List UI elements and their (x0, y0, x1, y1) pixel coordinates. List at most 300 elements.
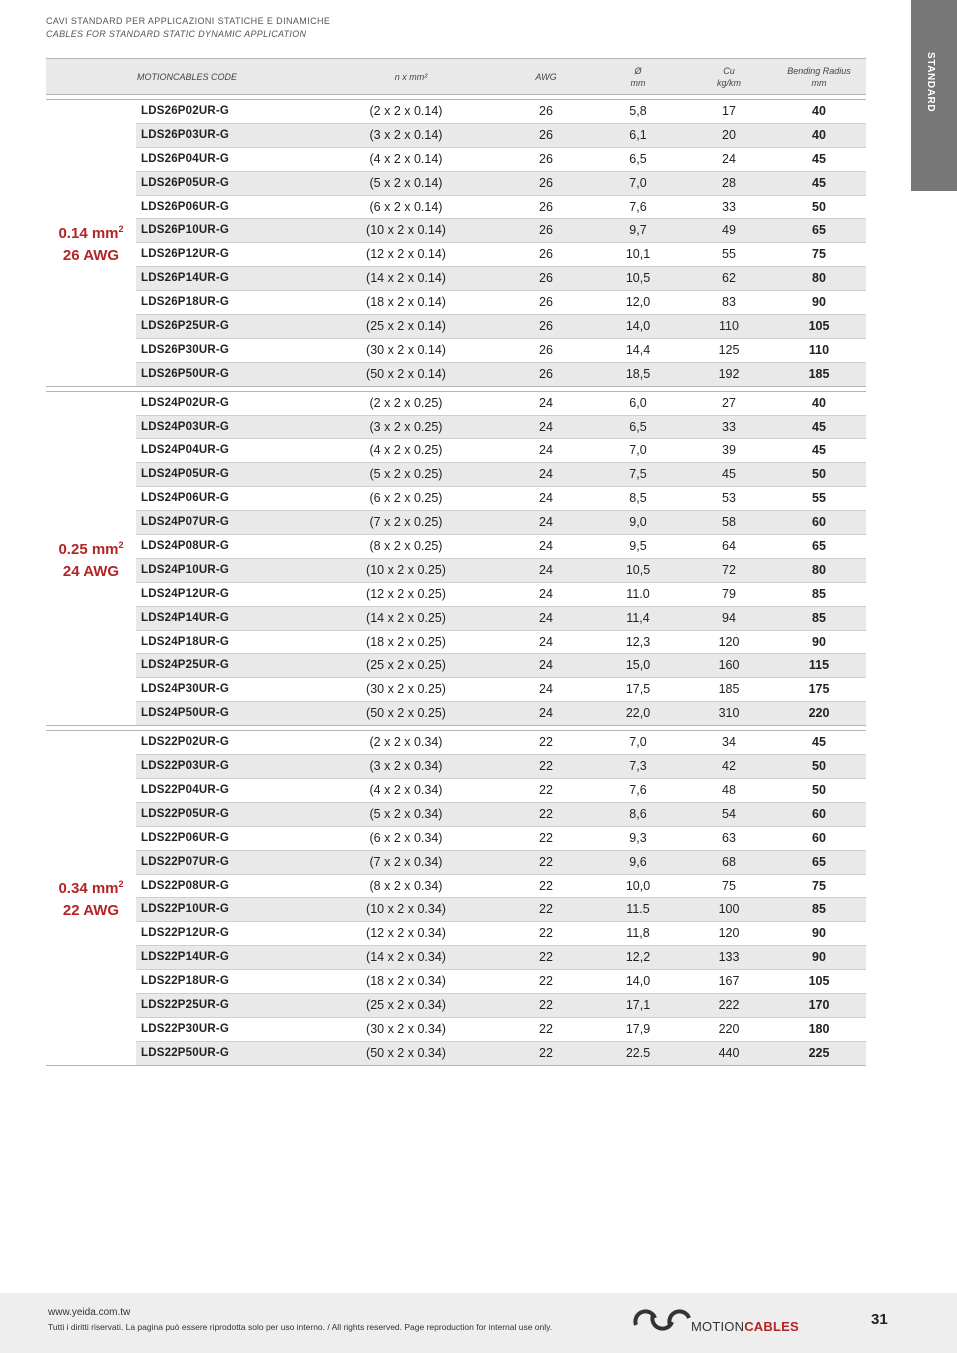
cell-diameter: 7,6 (629, 782, 647, 797)
cell-cu-weight: 167 (718, 974, 740, 989)
table-row (136, 731, 866, 755)
cell-code: LDS22P04UR-G (141, 783, 230, 796)
cell-cu-weight: 42 (722, 759, 736, 774)
cell-bending-radius: 60 (812, 806, 826, 821)
cell-diameter: 6,5 (629, 419, 647, 434)
cell-diameter: 7,0 (629, 175, 647, 190)
cell-cu-weight: 33 (722, 419, 736, 434)
table-row (136, 607, 866, 631)
cell-cu-weight: 110 (719, 319, 739, 334)
cell-cu-weight: 34 (722, 735, 736, 750)
cell-diameter: 14,4 (625, 342, 651, 357)
cell-cu-weight: 62 (722, 271, 736, 286)
cell-diameter: 17,5 (625, 682, 651, 697)
cell-cu-weight: 55 (722, 247, 736, 262)
cell-cu-weight: 120 (718, 926, 740, 941)
cell-awg: 24 (539, 443, 553, 458)
cell-bending-radius: 85 (812, 902, 826, 917)
cell-awg: 24 (539, 706, 553, 721)
cell-composition: (12 x 2 x 0.14) (366, 247, 446, 262)
cell-bending-radius: 65 (812, 539, 826, 554)
cell-bending-radius: 65 (812, 854, 826, 869)
table-row (136, 219, 866, 243)
cell-composition: (30 x 2 x 0.34) (366, 1021, 446, 1036)
cell-awg: 26 (539, 319, 553, 334)
cell-bending-radius: 80 (812, 271, 826, 286)
table-row (136, 196, 866, 220)
cell-awg: 22 (539, 950, 553, 965)
cell-cu-weight: 192 (718, 366, 740, 381)
cell-diameter: 8,6 (629, 806, 647, 821)
cell-diameter: 10,1 (625, 247, 651, 262)
cell-composition: (8 x 2 x 0.34) (369, 878, 443, 893)
cell-diameter: 9,7 (629, 223, 647, 238)
cell-awg: 24 (539, 634, 553, 649)
cell-awg: 22 (539, 759, 553, 774)
cell-cu-weight: 48 (722, 782, 736, 797)
cell-awg: 22 (539, 830, 553, 845)
cell-awg: 22 (539, 1045, 553, 1060)
cell-code: LDS22P02UR-G (141, 736, 230, 749)
cell-cu-weight: 64 (722, 539, 736, 554)
cell-awg: 24 (539, 658, 553, 673)
cell-awg: 24 (539, 491, 553, 506)
table-row (136, 291, 866, 315)
cell-composition: (5 x 2 x 0.34) (369, 806, 443, 821)
table-row (136, 148, 866, 172)
cell-bending-radius: 75 (812, 878, 826, 893)
footer-rights: Tutti i diritti riservati. La pagina può essere riprodotta solo per uso interno. / All rights reserved. Page reproduction for internal use only. (48, 1322, 553, 1332)
cell-composition: (50 x 2 x 0.25) (366, 706, 446, 721)
cell-code: LDS26P10UR-G (141, 224, 230, 237)
cell-code: LDS26P05UR-G (141, 176, 230, 189)
header-title-it: CAVI STANDARD PER APPLICAZIONI STATICHE E DINAMICHE (46, 16, 331, 26)
cell-bending-radius: 40 (812, 395, 826, 410)
section-sup: 2 (118, 539, 124, 550)
cell-composition: (7 x 2 x 0.25) (369, 515, 443, 530)
cell-composition: (18 x 2 x 0.34) (366, 974, 446, 989)
cell-awg: 26 (539, 175, 553, 190)
table-row (136, 678, 866, 702)
table-header (46, 58, 866, 95)
cell-diameter: 12,0 (625, 295, 651, 310)
cell-code: LDS26P12UR-G (141, 248, 230, 261)
cell-composition: (6 x 2 x 0.25) (369, 491, 443, 506)
table-row (136, 439, 866, 463)
cell-composition: (10 x 2 x 0.34) (366, 902, 446, 917)
cell-awg: 26 (539, 247, 553, 262)
cable-group (46, 730, 866, 1065)
cell-cu-weight: 185 (718, 682, 740, 697)
table-row (136, 631, 866, 655)
table-row (136, 416, 866, 440)
cell-bending-radius: 115 (808, 658, 830, 673)
cell-cu-weight: 222 (718, 997, 740, 1012)
cell-diameter: 18,5 (625, 366, 651, 381)
logo-mark-icon (633, 1305, 693, 1335)
cell-diameter: 11,8 (626, 926, 650, 941)
cell-cu-weight: 83 (722, 295, 736, 310)
section-label (46, 731, 136, 1064)
cell-awg: 22 (539, 902, 553, 917)
cell-composition: (2 x 2 x 0.14) (369, 104, 443, 118)
cell-code: LDS22P25UR-G (141, 998, 230, 1011)
cell-code: LDS26P14UR-G (141, 272, 230, 285)
table-row (136, 875, 866, 899)
table-row (136, 463, 866, 487)
cell-code: LDS24P14UR-G (141, 611, 230, 624)
cell-awg: 22 (539, 926, 553, 941)
cell-awg: 24 (539, 395, 553, 410)
cell-composition: (12 x 2 x 0.34) (366, 926, 446, 941)
cell-code: LDS24P30UR-G (141, 683, 230, 696)
cell-diameter: 11.5 (626, 902, 650, 917)
col-diameter: Ø mm (630, 65, 646, 88)
cell-awg: 24 (539, 682, 553, 697)
cell-bending-radius: 65 (812, 223, 826, 238)
cell-composition: (10 x 2 x 0.14) (366, 223, 446, 238)
cell-diameter: 17,1 (625, 997, 651, 1012)
cell-bending-radius: 55 (812, 491, 826, 506)
cell-bending-radius: 90 (812, 950, 826, 965)
cell-cu-weight: 27 (722, 395, 736, 410)
cell-diameter: 17,9 (625, 1021, 651, 1036)
cell-code: LDS24P03UR-G (141, 420, 230, 433)
cell-cu-weight: 94 (722, 610, 736, 625)
table-row (136, 392, 866, 416)
table-row (136, 654, 866, 678)
cell-composition: (30 x 2 x 0.25) (366, 682, 446, 697)
section-label (46, 100, 136, 386)
cell-code: LDS22P18UR-G (141, 975, 230, 988)
cell-code: LDS22P50UR-G (141, 1046, 230, 1059)
cell-bending-radius: 50 (812, 199, 826, 214)
cell-code: LDS24P05UR-G (141, 468, 230, 481)
cell-code: LDS26P18UR-G (141, 296, 230, 309)
cell-diameter: 22,0 (625, 706, 651, 721)
cell-awg: 24 (539, 419, 553, 434)
cell-awg: 24 (539, 515, 553, 530)
cell-awg: 26 (539, 271, 553, 286)
cell-composition: (2 x 2 x 0.34) (369, 735, 443, 750)
cell-bending-radius: 180 (808, 1021, 830, 1036)
table-row (136, 124, 866, 148)
cell-code: LDS26P04UR-G (141, 152, 230, 165)
cell-diameter: 14,0 (625, 319, 651, 334)
cell-diameter: 6,5 (629, 151, 647, 166)
cell-composition: (14 x 2 x 0.34) (366, 950, 446, 965)
cell-diameter: 11.0 (626, 586, 650, 601)
cell-diameter: 10,5 (625, 271, 651, 286)
cell-bending-radius: 110 (808, 342, 830, 357)
cell-code: LDS22P07UR-G (141, 855, 230, 868)
table-row (136, 755, 866, 779)
cable-group (46, 391, 866, 726)
cell-awg: 26 (539, 127, 553, 142)
cell-code: LDS24P25UR-G (141, 659, 230, 672)
cell-diameter: 11,4 (626, 610, 650, 625)
cell-cu-weight: 160 (718, 658, 740, 673)
cell-composition: (10 x 2 x 0.25) (366, 562, 446, 577)
cell-cu-weight: 125 (718, 342, 740, 357)
col-awg: AWG (535, 71, 557, 82)
cell-code: LDS24P10UR-G (141, 563, 230, 576)
cell-diameter: 22.5 (625, 1045, 651, 1060)
cell-code: LDS22P12UR-G (141, 927, 230, 940)
cell-cu-weight: 133 (718, 950, 740, 965)
cell-cu-weight: 45 (722, 467, 736, 482)
cell-diameter: 14,0 (625, 974, 651, 989)
cell-awg: 24 (539, 467, 553, 482)
cell-composition: (6 x 2 x 0.14) (369, 199, 443, 214)
table-row (136, 100, 866, 124)
cell-bending-radius: 50 (812, 782, 826, 797)
cell-composition: (12 x 2 x 0.25) (366, 586, 446, 601)
table-row (136, 559, 866, 583)
cell-code: LDS26P30UR-G (141, 343, 230, 356)
cell-composition: (3 x 2 x 0.14) (369, 127, 443, 142)
cell-bending-radius: 60 (812, 830, 826, 845)
cell-awg: 26 (539, 104, 553, 118)
cell-awg: 22 (539, 854, 553, 869)
cell-code: LDS22P10UR-G (141, 903, 230, 916)
cell-diameter: 12,3 (625, 634, 651, 649)
table-row (136, 779, 866, 803)
cell-bending-radius: 45 (812, 175, 826, 190)
cell-code: LDS22P30UR-G (141, 1022, 230, 1035)
cell-diameter: 7,6 (629, 199, 647, 214)
cell-composition: (25 x 2 x 0.34) (366, 997, 446, 1012)
cell-composition: (25 x 2 x 0.25) (366, 658, 446, 673)
side-tab (911, 0, 957, 191)
cell-diameter: 15,0 (625, 658, 651, 673)
cell-code: LDS24P06UR-G (141, 492, 230, 505)
table-row (136, 363, 866, 386)
footer (0, 1293, 957, 1353)
cell-diameter: 12,2 (625, 950, 651, 965)
cell-composition: (5 x 2 x 0.25) (369, 467, 443, 482)
cell-bending-radius: 225 (808, 1045, 830, 1060)
cell-composition: (5 x 2 x 0.14) (369, 175, 443, 190)
cell-code: LDS26P50UR-G (141, 367, 230, 380)
table-row (136, 1042, 866, 1065)
cell-cu-weight: 120 (718, 634, 740, 649)
cell-code: LDS22P03UR-G (141, 760, 230, 773)
cell-awg: 22 (539, 878, 553, 893)
cell-code: LDS24P04UR-G (141, 444, 230, 457)
table-row (136, 243, 866, 267)
section-mm: 0.14 mm (58, 225, 119, 243)
cell-diameter: 7,3 (629, 759, 647, 774)
cell-code: LDS22P05UR-G (141, 807, 230, 820)
cell-bending-radius: 50 (812, 467, 826, 482)
cell-bending-radius: 85 (812, 610, 826, 625)
cell-cu-weight: 33 (722, 199, 736, 214)
cell-bending-radius: 45 (812, 419, 826, 434)
cell-code: LDS24P02UR-G (141, 396, 230, 409)
col-composition: n x mm² (394, 71, 428, 82)
table-row (136, 946, 866, 970)
cell-bending-radius: 45 (812, 151, 826, 166)
motioncables-logo (633, 1305, 799, 1335)
cell-bending-radius: 45 (812, 735, 826, 750)
cell-awg: 22 (539, 782, 553, 797)
table-row (136, 898, 866, 922)
cell-cu-weight: 53 (722, 491, 736, 506)
cell-composition: (4 x 2 x 0.14) (369, 151, 443, 166)
cell-code: LDS24P50UR-G (141, 707, 230, 720)
cable-group (46, 99, 866, 387)
table-row (136, 267, 866, 291)
cell-cu-weight: 440 (718, 1045, 740, 1060)
table-row (136, 339, 866, 363)
cell-diameter: 6,0 (629, 395, 647, 410)
table-row (136, 851, 866, 875)
col-cu: Cu kg/km (716, 65, 741, 88)
table-body (46, 99, 866, 1066)
cell-code: LDS24P18UR-G (141, 635, 230, 648)
cell-awg: 26 (539, 151, 553, 166)
cell-diameter: 5,8 (629, 104, 647, 118)
cell-cu-weight: 17 (722, 104, 736, 118)
cell-bending-radius: 40 (812, 127, 826, 142)
cell-bending-radius: 220 (808, 706, 830, 721)
cell-awg: 26 (539, 223, 553, 238)
cell-code: LDS22P06UR-G (141, 831, 230, 844)
section-awg: 26 AWG (62, 247, 120, 265)
cell-cu-weight: 220 (718, 1021, 740, 1036)
cell-bending-radius: 105 (808, 974, 830, 989)
cell-diameter: 6,1 (629, 127, 647, 142)
section-sup: 2 (118, 224, 124, 235)
table-row (136, 487, 866, 511)
cell-bending-radius: 80 (812, 562, 826, 577)
table-row (136, 702, 866, 725)
cell-awg: 24 (539, 562, 553, 577)
cell-diameter: 7,0 (629, 443, 647, 458)
cell-bending-radius: 90 (812, 295, 826, 310)
cell-composition: (18 x 2 x 0.14) (366, 295, 446, 310)
cell-awg: 26 (539, 366, 553, 381)
cell-bending-radius: 60 (812, 515, 826, 530)
cable-table (46, 58, 866, 1066)
cell-diameter: 9,6 (629, 854, 647, 869)
cell-cu-weight: 49 (722, 223, 736, 238)
cell-code: LDS24P08UR-G (141, 540, 230, 553)
side-tab-label: STANDARD (925, 52, 936, 113)
table-row (136, 827, 866, 851)
cell-cu-weight: 79 (722, 586, 736, 601)
cell-composition: (3 x 2 x 0.25) (369, 419, 443, 434)
cell-awg: 22 (539, 1021, 553, 1036)
page-number: 31 (871, 1311, 888, 1328)
cell-code: LDS26P06UR-G (141, 200, 230, 213)
table-row (136, 970, 866, 994)
table-row (136, 511, 866, 535)
cell-composition: (3 x 2 x 0.34) (369, 759, 443, 774)
cell-awg: 22 (539, 735, 553, 750)
cell-code: LDS26P03UR-G (141, 128, 230, 141)
cell-cu-weight: 75 (722, 878, 736, 893)
cell-composition: (50 x 2 x 0.34) (366, 1045, 446, 1060)
cell-bending-radius: 75 (812, 247, 826, 262)
logo-text: MOTIONCABLES (691, 1318, 799, 1334)
section-sup: 2 (118, 879, 124, 890)
cell-code: LDS24P12UR-G (141, 587, 230, 600)
cell-composition: (14 x 2 x 0.14) (366, 271, 446, 286)
cell-code: LDS26P25UR-G (141, 320, 230, 333)
cell-awg: 26 (539, 199, 553, 214)
cell-awg: 22 (539, 974, 553, 989)
cell-composition: (14 x 2 x 0.25) (366, 610, 446, 625)
cell-awg: 22 (539, 806, 553, 821)
cell-diameter: 10,5 (625, 562, 651, 577)
cell-awg: 24 (539, 586, 553, 601)
col-code: MOTIONCABLES CODE (137, 71, 238, 82)
header-title-en: CABLES FOR STANDARD STATIC DYNAMIC APPLICATION (46, 29, 307, 39)
table-row (136, 994, 866, 1018)
cell-bending-radius: 45 (812, 443, 826, 458)
cell-cu-weight: 28 (722, 175, 736, 190)
cell-composition: (8 x 2 x 0.25) (369, 539, 443, 554)
cell-bending-radius: 105 (808, 319, 830, 334)
section-mm: 0.34 mm (58, 880, 119, 898)
cell-diameter: 7,5 (629, 467, 647, 482)
cell-bending-radius: 90 (812, 926, 826, 941)
cell-composition: (50 x 2 x 0.14) (366, 366, 446, 381)
section-mm: 0.25 mm (58, 540, 119, 558)
cell-cu-weight: 39 (722, 443, 736, 458)
table-row (136, 583, 866, 607)
cell-bending-radius: 185 (808, 366, 830, 381)
table-row (136, 803, 866, 827)
cell-diameter: 10,0 (625, 878, 651, 893)
cell-composition: (30 x 2 x 0.14) (366, 342, 446, 357)
table-row (136, 1018, 866, 1042)
cell-cu-weight: 72 (722, 562, 736, 577)
cell-awg: 26 (539, 295, 553, 310)
cell-code: LDS22P14UR-G (141, 951, 230, 964)
section-awg: 24 AWG (62, 562, 120, 580)
cell-code: LDS24P07UR-G (141, 516, 230, 529)
cell-composition: (2 x 2 x 0.25) (369, 395, 443, 410)
table-row (136, 172, 866, 196)
cell-code: LDS22P08UR-G (141, 879, 230, 892)
cell-cu-weight: 100 (718, 902, 740, 917)
table-row (136, 922, 866, 946)
section-awg: 22 AWG (62, 902, 120, 920)
cell-diameter: 7,0 (629, 735, 647, 750)
table-row (136, 535, 866, 559)
cell-bending-radius: 40 (812, 104, 826, 118)
cell-composition: (4 x 2 x 0.25) (369, 443, 443, 458)
cell-diameter: 9,0 (629, 515, 647, 530)
cell-composition: (25 x 2 x 0.14) (366, 319, 446, 334)
cell-bending-radius: 170 (808, 997, 830, 1012)
cell-diameter: 8,5 (629, 491, 647, 506)
table-row (136, 315, 866, 339)
cell-composition: (6 x 2 x 0.34) (369, 830, 443, 845)
cell-cu-weight: 58 (722, 515, 736, 530)
cell-cu-weight: 63 (722, 830, 736, 845)
cell-awg: 22 (539, 997, 553, 1012)
cell-composition: (4 x 2 x 0.34) (369, 782, 443, 797)
cell-bending-radius: 90 (812, 634, 826, 649)
cell-awg: 26 (539, 342, 553, 357)
cell-code: LDS26P02UR-G (141, 105, 230, 117)
cell-bending-radius: 85 (812, 586, 826, 601)
cell-bending-radius: 175 (808, 682, 830, 697)
